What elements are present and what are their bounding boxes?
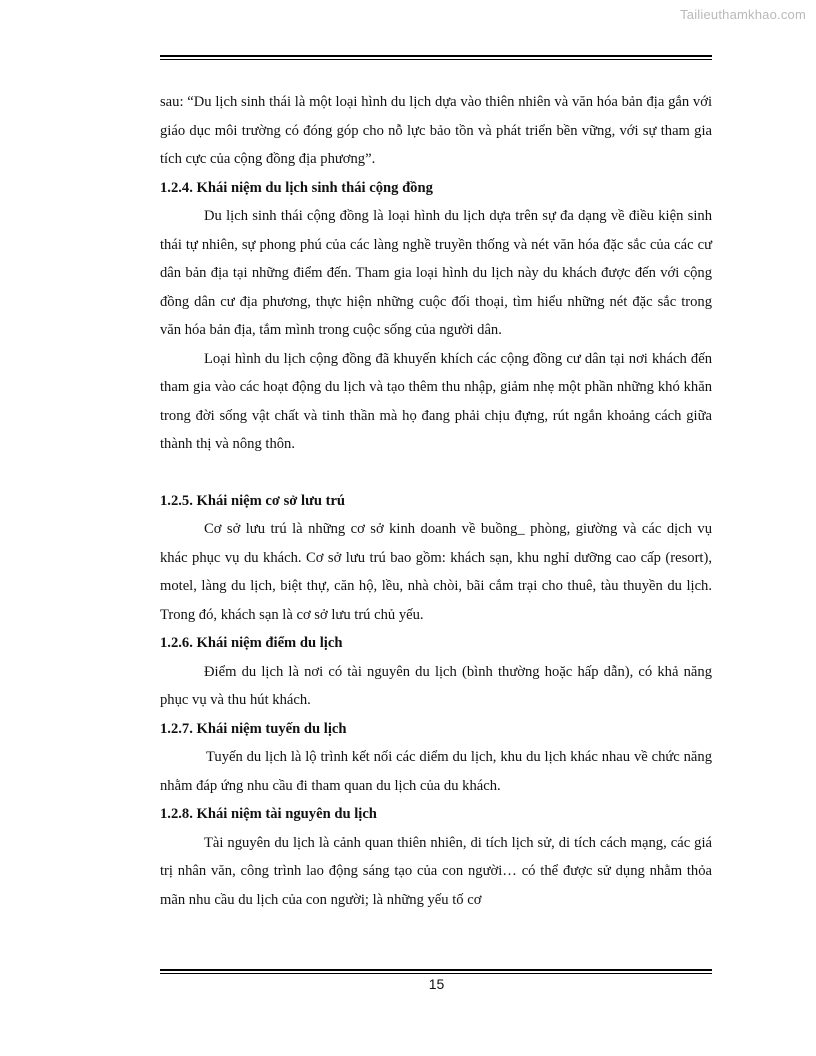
paragraph-community-ecotourism: Du lịch sinh thái cộng đồng là loại hình du lịch dựa trên sự đa dạng về điều kiện sinh thái tự nhiên, sự phong phú của các làng nghề truyền thống và nét văn hóa đặc sắc của các cư dân bản địa tại những điểm đến. Tham gia loại hình du lịch này du khách được đến với cộng đồng dân cư địa phương, thực hiện những cuộc đối thoại, tìm hiểu những nét đặc sắc trong văn hóa bản địa, tắm mình trong cuộc sống của người dân.: [160, 208, 712, 338]
paragraph-community-tourism-benefits: Loại hình du lịch cộng đồng đã khuyến khích các cộng đồng cư dân tại nơi khách đến tham gia vào các hoạt động du lịch và tạo thêm thu nhập, giảm nhẹ một phần những khó khăn trong đời sống vật chất và tinh thần mà họ đang phải chịu đựng, rút ngắn khoảng cách giữa thành thị và nông thôn.: [160, 350, 712, 452]
blank-line: [160, 459, 712, 487]
header-rule: [160, 55, 712, 60]
paragraph-tourist-route: Tuyến du lịch là lộ trình kết nối các diểm du lịch, khu du lịch khác nhau về chức năng nhằm đáp ứng nhu cầu đi tham quan du lịch của du khách.: [160, 749, 712, 794]
footer-rule: [160, 969, 712, 974]
heading-1-2-6: 1.2.6. Khái niệm điểm du lịch: [160, 635, 343, 651]
heading-1-2-4: 1.2.4. Khái niệm du lịch sinh thái cộng đồng: [160, 179, 433, 196]
heading-1-2-7: 1.2.7. Khái niệm tuyến du lịch: [160, 720, 347, 737]
paragraph-tourist-spot: Điểm du lịch là nơi có tài nguyên du lịch (bình thường hoặc hấp dẫn), có khả năng phục vụ và thu hút khách.: [160, 663, 712, 708]
heading-1-2-8: 1.2.8. Khái niệm tài nguyên du lịch: [160, 806, 377, 822]
paragraph-intro-continuation: sau: “Du lịch sinh thái là một loại hình du lịch dựa vào thiên nhiên và văn hóa bản địa gắn với giáo dục môi trường có đóng góp cho nỗ lực bảo tồn và phát triển bền vững, với sự tham gia tích cực của cộng đồng địa phương”.: [160, 94, 712, 167]
page-number: 15: [428, 976, 445, 992]
watermark: Tailieuthamkhao.com: [680, 7, 806, 22]
paragraph-tourism-resources: Tài nguyên du lịch là cảnh quan thiên nhiên, di tích lịch sử, di tích cách mạng, các giá trị nhân văn, công trình lao động sáng tạo của con người… có thể được sử dụng nhằm thỏa mãn nhu cầu du lịch của con người; là những yếu tố cơ: [160, 834, 712, 908]
page-body: [160, 88, 712, 914]
heading-1-2-5: 1.2.5. Khái niệm cơ sở lưu trú: [160, 492, 346, 509]
paragraph-accommodation: Cơ sở lưu trú là những cơ sở kinh doanh về buồng_ phòng, giường và các dịch vụ khác phục vụ du khách. Cơ sở lưu trú bao gồm: khách sạn, khu nghỉ dưỡng cao cấp (resort), motel, làng du lịch, biệt thự, căn hộ, lều, nhà chòi, bãi cắm trại cho thuê, tàu thuyền du lịch. Trong đó, khách sạn là cơ sở lưu trú chủ yếu.: [160, 521, 712, 623]
